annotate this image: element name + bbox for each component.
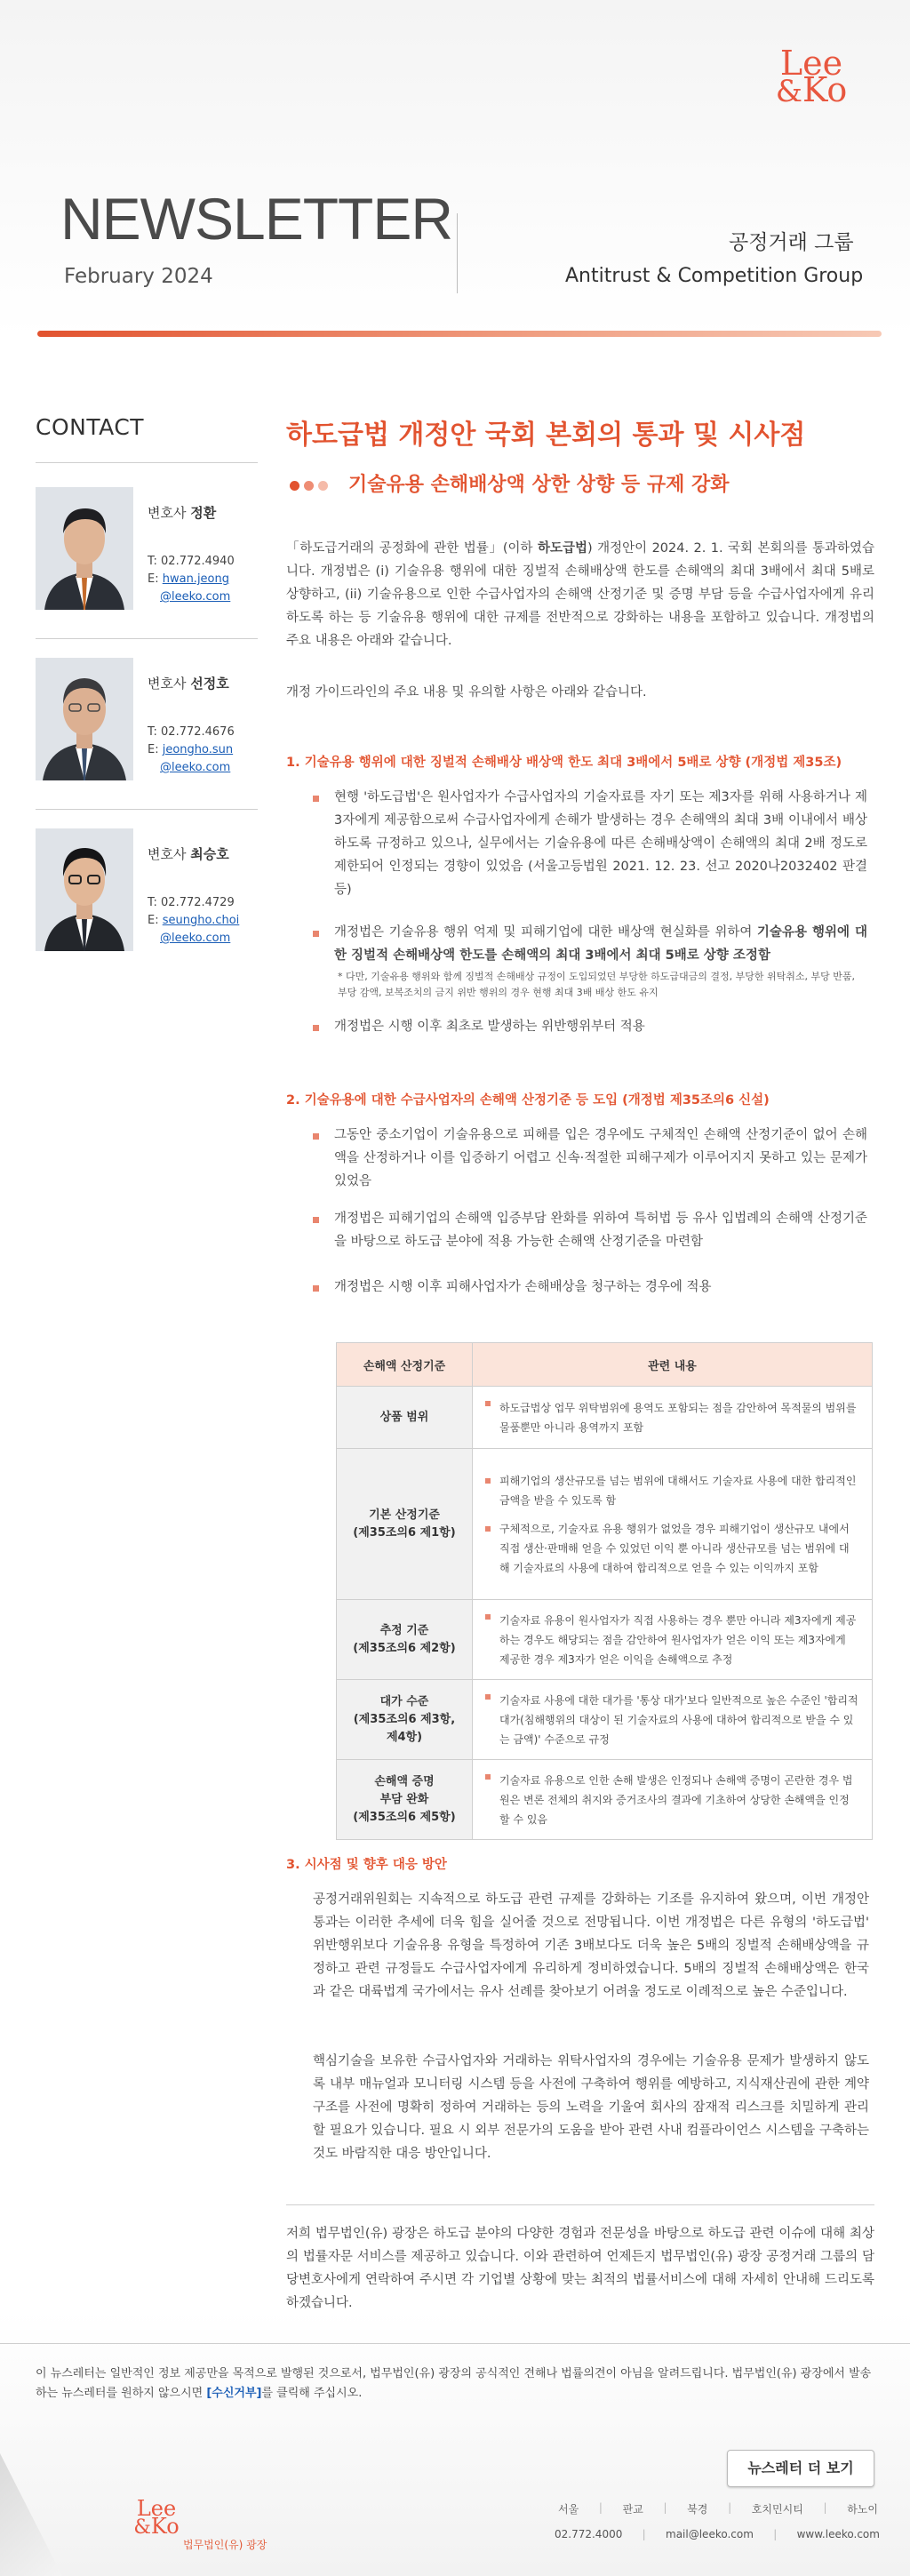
footer-mail-link[interactable]: mail@leeko.com: [666, 2528, 754, 2540]
lawyer-email-link[interactable]: @leeko.com: [160, 590, 231, 604]
section-2-bullet: 그동안 중소기업이 기술유용으로 피해를 입은 경우에도 구체적인 손해액 산정기준이 없어 손해액을 산정하거나 이를 입증하기 어렵고 신속·적절한 피해구제가 이루어지지 못하고 있는 문제가 있었음: [334, 1128, 867, 1188]
lawyer-phone: T: 02.772.4940: [148, 555, 235, 568]
header-divider: [457, 213, 458, 293]
lawyer-name: 선정호: [190, 676, 229, 692]
article-subtitle: 기술유용 손해배상액 상한 상향 등 규제 강화: [348, 474, 730, 496]
office-link[interactable]: 호치민시티: [751, 2503, 803, 2516]
table-header-row: [337, 1343, 873, 1387]
lawyer-role: 변호사: [148, 676, 191, 692]
section-3-heading: 3. 시사점 및 향후 대응 방안: [286, 1858, 447, 1872]
lawyer-photo: [36, 487, 133, 610]
footer-firm-name: 법무법인(유) 광장: [183, 2539, 267, 2551]
office-link[interactable]: 판교: [622, 2503, 643, 2516]
table-row: [337, 1449, 873, 1600]
logo-line2: Ko: [802, 70, 848, 109]
lawyer-card: 변호사 정환 T: 02.772.4940 E: hwan.jeong @leeko.com: [36, 487, 258, 620]
criteria-content: 기술자료 유용으로 인한 손해 발생은 인정되나 손해액 증명이 곤란한 경우 법원은 변론 전체의 취지와 증거조사의 결과에 기초하여 상당한 손해액을 인정할 수 있음: [473, 1760, 873, 1840]
bullet-marker: [313, 1285, 319, 1292]
criteria-label: 기본 산정기준 (제35조의6 제1항): [337, 1449, 473, 1600]
subtitle-dots: [290, 477, 332, 494]
table-row: [337, 1760, 873, 1840]
bullet-marker: [313, 796, 319, 802]
damage-criteria-table: [336, 1342, 873, 1840]
lawyer-role: 변호사: [148, 505, 191, 521]
table-row: [337, 1600, 873, 1680]
contact-heading: CONTACT: [36, 414, 145, 440]
intro-paragraph-2: 개정 가이드라인의 주요 내용 및 유의할 사항은 아래와 같습니다.: [286, 685, 647, 700]
office-list: 서울 | 판교 | 북경 | 호치민시티 | 하노이: [558, 2501, 878, 2516]
office-link[interactable]: 서울: [558, 2503, 579, 2516]
lawyer-photo: [36, 828, 133, 951]
lawyer-phone: T: 02.772.4729: [148, 896, 235, 909]
lawyer-email-link[interactable]: seungho.choi: [162, 914, 240, 927]
criteria-label: 대가 수준 (제35조의6 제3항, 제4항): [337, 1680, 473, 1760]
newsletter-title: NEWSLETTER: [60, 186, 453, 252]
logo-ampersand: &: [775, 74, 802, 109]
table-row: [337, 1387, 873, 1449]
section-1-bullet: 개정법은 기술유용 행위 억제 및 피해기업에 대한 배상액 현실화를 위하여 기술유용 행위에 대한 징벌적 손해배상액 한도를 손해액의 최대 3배에서 최대 5배로 상향 조정함: [334, 925, 867, 963]
table-header: 손해액 산정기준: [337, 1343, 473, 1387]
footer-divider: [0, 2343, 910, 2344]
page-curl-decoration: [0, 2453, 62, 2576]
closing-paragraph: 저희 법무법인(유) 광장은 하도급 분야의 다양한 경험과 전문성을 바탕으로 하도급 관련 이슈에 대해 최상의 법률자문 서비스를 제공하고 있습니다. 이와 관련하여 언제든지 법무법인(유) 광장 공정거래 그룹의 담당변호사에게 연락하여 주시면 각 기업별 상황에 맞는 최적의 법률서비스에 대해 자세히 안내해 드리도록 하겠습니다.: [286, 2227, 874, 2310]
more-newsletters-button[interactable]: 뉴스레터 더 보기: [727, 2450, 874, 2487]
table-header: 관련 내용: [473, 1343, 873, 1387]
section-3-paragraph: 공정거래위원회는 지속적으로 하도급 관련 규제를 강화하는 기조를 유지하여 왔으며, 이번 개정안 통과는 이러한 추세에 더욱 힘을 실어줄 것으로 전망됩니다. 이번 개정법은 다른 유형의 '하도급법' 위반행위보다 기술유용 유형을 특정하여 기존 3배보다도 더욱 높은 5배의 징벌적 손해배상액을 규정하고 관련 규정들도 수급사업자에게 유리하게 정비하였습니다. 5배의 징벌적 손해배상액은 한국과 같은 대륙법계 국가에서는 유사 선례를 찾아보기 어려울 정도로 이례적으로 높은 수준입니다.: [313, 1892, 869, 1999]
unsubscribe-link[interactable]: [수신거부]: [206, 2387, 262, 2400]
section-1-bullet: 개정법은 시행 이후 최초로 발생하는 위반행위부터 적용: [334, 1020, 645, 1034]
bullet-marker: [313, 1217, 319, 1223]
lawyer-role: 변호사: [148, 846, 191, 862]
portrait-image: [36, 658, 133, 780]
sidebar-divider: [36, 809, 258, 810]
footer-web-link[interactable]: www.leeko.com: [796, 2528, 880, 2540]
lawyer-name: 정환: [190, 505, 217, 521]
section-1-heading: 1. 기술유용 행위에 대한 징벌적 손해배상 배상액 한도 최대 3배에서 5배로 상향 (개정법 제35조): [286, 756, 842, 770]
bullet-marker: [313, 931, 319, 937]
lawyer-card: 변호사 최승호 T: 02.772.4729 E: seungho.choi @leeko.com: [36, 828, 258, 962]
newsletter-date: February 2024: [64, 265, 213, 288]
intro-paragraph: 「하도급거래의 공정화에 관한 법률」(이하 하도급법) 개정안이 2024. 2. 1. 국회 본회의를 통과하였습니다. 개정법은 (i) 기술유용 행위에 대한 징벌적 손해배상액 한도를 손해액의 최대 3배에서 최대 5배로 상향하고, (ii) 기술유용으로 인한 수급사업자의 손해액 산정기준 및 증명 부담 등을 수급사업자에게 유리하도록 하는 등 기술유용 행위에 대한 규제를 전반적으로 강화하는 내용을 포함하고 있습니다. 개정법의 주요 내용은 아래와 같습니다.: [286, 541, 874, 648]
section-3-paragraph: 핵심기술을 보유한 수급사업자와 거래하는 위탁사업자의 경우에는 기술유용 문제가 발생하지 않도록 내부 매뉴얼과 모니터링 시스템 등을 사전에 구축하여 행위를 예방하고, 지식재산권에 관한 계약 구조를 사전에 명확히 정하여 거래하는 등의 노력을 기울여 회사의 잠재적 리스크를 치밀하게 관리할 필요가 있습니다. 필요 시 외부 전문가의 도움을 받아 관련 사내 컴플라이언스 시스템을 구축하는 것도 바람직한 대응 방안입니다.: [313, 2054, 869, 2161]
lee-ko-logo[interactable]: [762, 44, 860, 109]
section-2-bullet: 개정법은 시행 이후 피해사업자가 손해배상을 청구하는 경우에 적용: [334, 1280, 712, 1294]
office-link[interactable]: 하노이: [847, 2503, 878, 2516]
article-title: 하도급법 개정안 국회 본회의 통과 및 시사점: [286, 420, 806, 451]
section-1-bullet: 현행 '하도급법'은 원사업자가 수급사업자의 기술자료를 자기 또는 제3자를 위해 사용하거나 제3자에게 제공함으로써 수급사업자에게 손해가 발생하는 경우 손해액의 최대 3배 이내에서 배상하도록 규정하고 있으나, 실무에서는 기술유용에 따른 손해배상액이 손해액의 최대 2배 정도로 제한되어 인정되는 경향이 있었음 (서울고등법원 2021. 12. 23. 선고 2020나2032402 판결 등): [334, 790, 867, 897]
criteria-content: 하도급법상 업무 위탁범위에 용역도 포함되는 점을 감안하여 목적물의 범위를 물품뿐만 아니라 용역까지 포함: [473, 1387, 873, 1449]
portrait-image: [36, 487, 133, 610]
footer-contact: 02.772.4000 | mail@leeko.com | www.leeko.com: [555, 2528, 880, 2540]
table-row: [337, 1680, 873, 1760]
criteria-label: 손해액 증명 부담 완화 (제35조의6 제5항): [337, 1760, 473, 1840]
lawyer-phone: T: 02.772.4676: [148, 725, 235, 739]
group-name-ko: 공정거래 그룹: [729, 231, 854, 254]
portrait-image: [36, 828, 133, 951]
section-1-footnote: * 다만, 기술유용 행위와 함께 징벌적 손해배상 규정이 도입되었던 부당한 하도급대금의 결정, 부당한 위탁취소, 부당 반품, 부당 감액, 보복조치의 금지 위반 행위의 경우 현행 최대 3배 배상 한도 유지: [338, 971, 855, 998]
lawyer-email-link[interactable]: hwan.jeong: [162, 572, 229, 586]
disclaimer-text: 이 뉴스레터는 일반적인 정보 제공만을 목적으로 발행된 것으로서, 법무법인(유) 광장의 공식적인 견해나 법률의견이 아님을 알려드립니다. 법무법인(유) 광장에서 발송하는 뉴스레터를 원하지 않으시면 [수신거부]를 클릭해 주십시오.: [36, 2367, 872, 2400]
content-divider: [286, 2204, 874, 2205]
header-accent-bar: [37, 331, 882, 337]
lawyer-email-link[interactable]: @leeko.com: [160, 932, 231, 945]
section-2-bullet: 개정법은 피해기업의 손해액 입증부담 완화를 위하여 특허법 등 유사 입법례의 손해액 산정기준을 바탕으로 하도급 분야에 적용 가능한 손해액 산정기준을 마련함: [334, 1212, 867, 1249]
criteria-content: 기술자료 사용에 대한 대가를 '통상 대가'보다 일반적으로 높은 수준인 '합리적 대가(침해행위의 대상이 된 기술자료의 사용에 대하여 합리적으로 받을 수 있는 금액)' 수준으로 규정: [473, 1680, 873, 1760]
logo-line1: Lee: [779, 44, 843, 83]
group-name-en: Antitrust & Competition Group: [565, 265, 864, 287]
section-2-heading: 2. 기술유용에 대한 수급사업자의 손해액 산정기준 등 도입 (개정법 제35조의6 신설): [286, 1093, 770, 1108]
lawyer-name: 최승호: [190, 846, 229, 862]
bullet-marker: [313, 1133, 319, 1140]
footer-phone: 02.772.4000: [555, 2528, 623, 2540]
office-link[interactable]: 북경: [687, 2503, 708, 2516]
sidebar-divider: [36, 462, 258, 463]
lawyer-card: 변호사 선정호 T: 02.772.4676 E: jeongho.sun @leeko.com: [36, 658, 258, 791]
lawyer-photo: [36, 658, 133, 780]
criteria-content: 피해기업의 생산규모를 넘는 범위에 대해서도 기술자료 사용에 대한 합리적인 금액을 받을 수 있도록 함 구체적으로, 기술자료 유용 행위가 없었을 경우 피해기업이 생산규모 내에서 직접 생산·판매해 얻을 수 있었던 이익 뿐 아니라 생산규모를 넘는 범위에 대해 기술자료의 사용에 대하여 합리적으로 얻을 수 있는 이익까지 포함: [473, 1449, 873, 1600]
criteria-label: 추정 기준 (제35조의6 제2항): [337, 1600, 473, 1680]
bullet-marker: [313, 1025, 319, 1031]
criteria-label: 상품 범위: [337, 1387, 473, 1449]
lawyer-email-link[interactable]: jeongho.sun: [162, 743, 234, 756]
lawyer-email-link[interactable]: @leeko.com: [160, 761, 231, 774]
sidebar-divider: [36, 638, 258, 639]
criteria-content: 기술자료 유용이 원사업자가 직접 사용하는 경우 뿐만 아니라 제3자에게 제공하는 경우도 해당되는 점을 감안하여 원사업자가 얻은 이익 또는 제3자에게 제공한 경우 제3자가 얻은 이익을 손해액으로 추정: [473, 1600, 873, 1680]
footer-logo[interactable]: Lee &Ko: [133, 2496, 180, 2539]
